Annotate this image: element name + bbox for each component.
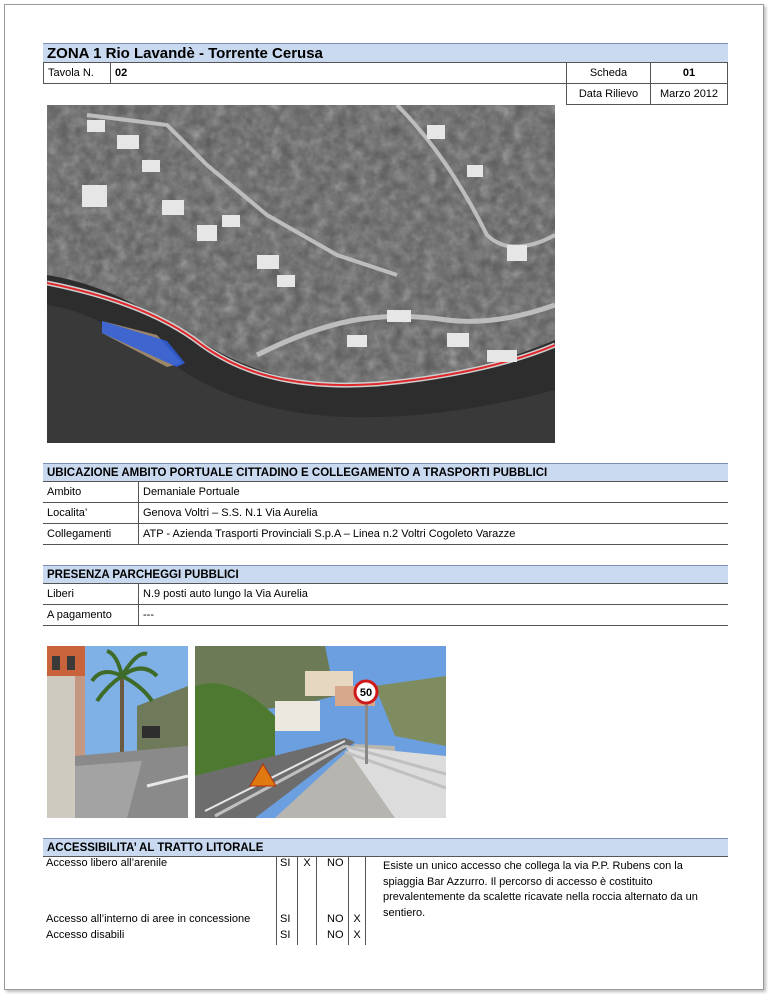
accesso-libero-label: Accesso libero all’arenile [46,857,168,869]
tavola-value: 02 [111,63,567,84]
liberi-label: Liberi [43,584,139,605]
table-row [43,482,728,503]
tavola-label: Tavola N. [44,63,111,84]
street-photo [47,646,188,818]
accesso-disabili-no: NO [317,929,349,945]
speed-limit-sign: 50 [359,687,373,699]
accesso-concessione-no-mark: X [349,913,366,929]
table-row [43,584,728,605]
section-ubicazione-title: UBICAZIONE AMBITO PORTUALE CITTADINO E COLLEGAMENTO A TRASPORTI PUBBLICI [43,463,728,482]
ambito-value: Demaniale Portuale [139,482,729,503]
accesso-concessione-si-mark [298,913,317,929]
table-row [43,605,728,626]
accesso-disabili-si-mark [298,929,317,945]
accesso-libero-si-mark: X [298,857,317,913]
table-row [43,503,728,524]
a-pagamento-value: --- [139,605,729,626]
collegamenti-label: Collegamenti [43,524,139,545]
table-row [43,913,376,929]
table-row [43,524,728,545]
scheda-value: 01 [651,63,728,84]
scheda-label: Scheda [567,63,651,84]
parcheggi-table [43,584,728,626]
ubicazione-table [43,482,728,545]
accesso-concessione-si: SI [277,913,298,929]
accessibilita-table [43,857,376,945]
accesso-concessione-label: Accesso all’interno di aree in concessione [46,913,251,925]
a-pagamento-label: A pagamento [43,605,139,626]
accesso-disabili-no-mark: X [349,929,366,945]
header-table [43,62,728,105]
table-row [43,929,376,945]
section-accessibilita-title: ACCESSIBILITA’ AL TRATTO LITORALE [43,838,728,857]
section-parcheggi-title: PRESENZA PARCHEGGI PUBBLICI [43,565,728,584]
localita-label: Localita’ [43,503,139,524]
collegamenti-value: ATP - Azienda Trasporti Provinciali S.p.A – Linea n.2 Voltri Cogoleto Varazze [139,524,729,545]
accesso-concessione-no: NO [317,913,349,929]
table-row [43,857,376,913]
accesso-disabili-label: Accesso disabili [46,929,125,941]
road-photo [195,646,446,818]
liberi-value: N.9 posti auto lungo la Via Aurelia [139,584,729,605]
accesso-libero-no: NO [317,857,349,913]
accessibilita-description: Esiste un unico accesso che collega la via P.P. Rubens con la spiaggia Bar Azzurro. Il percorso di accesso è costituito prevalentemente da scalette ricavate nella roccia alternato da un sentiero. [383,860,698,919]
localita-value: Genova Voltri – S.S. N.1 Via Aurelia [139,503,729,524]
accesso-libero-si: SI [277,857,298,913]
data-rilievo-label: Data Rilievo [567,84,651,105]
accesso-disabili-si: SI [277,929,298,945]
data-rilievo-value: Marzo 2012 [651,84,728,105]
page-title: ZONA 1 Rio Lavandè - Torrente Cerusa [43,43,728,62]
aerial-photo [47,105,555,443]
accesso-libero-no-mark [349,857,366,913]
ambito-label: Ambito [43,482,139,503]
